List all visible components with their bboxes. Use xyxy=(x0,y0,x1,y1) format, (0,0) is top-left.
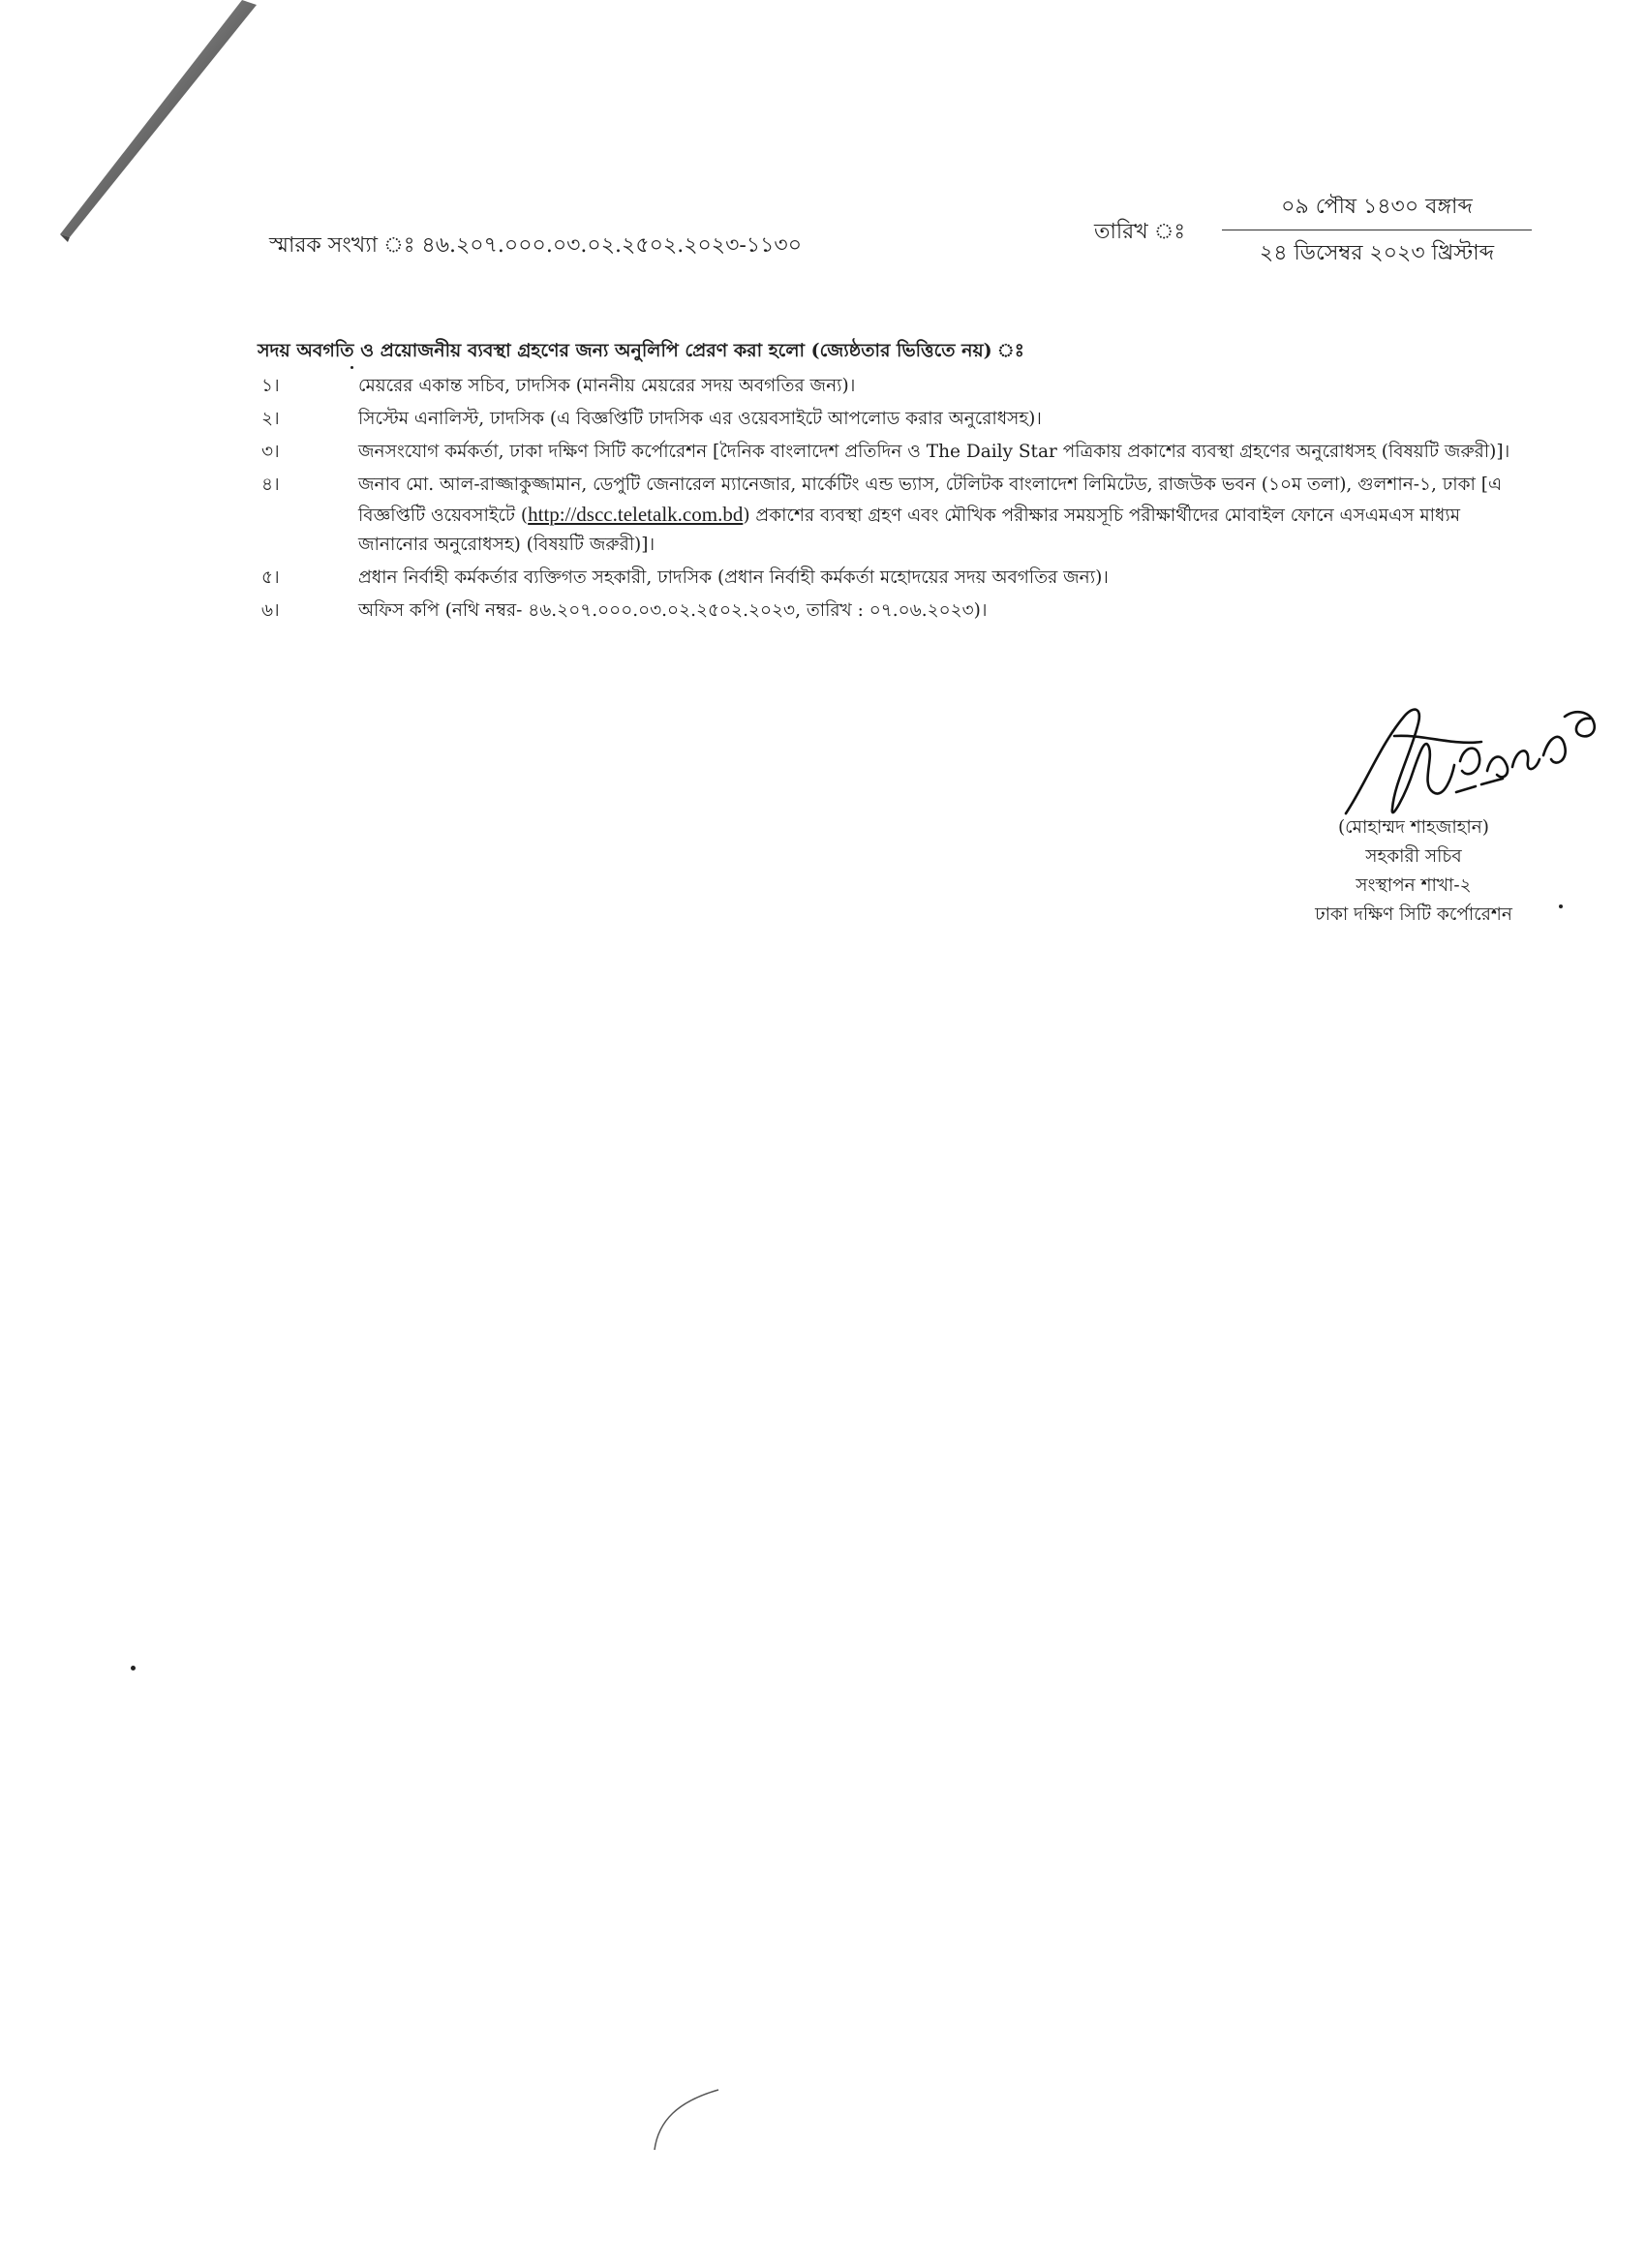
scan-dot xyxy=(1559,904,1563,908)
distribution-heading: সদয় অবগতি ও প্রয়োজনীয় ব্যবস্থা গ্রহণের জন্য অনুলিপি প্রেরণ করা হলো (জ্যেষ্ঠতার ভিত্তিতে নয়) ঃ xyxy=(258,340,1024,361)
signatory-block xyxy=(1259,813,1569,930)
signatory-designation: সহকারী সচিব xyxy=(1365,846,1462,867)
item-number: ৬। xyxy=(261,600,280,621)
scan-dot xyxy=(131,1666,136,1670)
folded-corner-shadow xyxy=(0,0,290,252)
item-text: অফিস কপি (নথি নম্বর- ৪৬.২০৭.০০০.০৩.০২.২৫০২.২০২৩, তারিখ : ০৭.০৬.২০২৩)। xyxy=(358,600,988,621)
item-number: ২। xyxy=(261,409,280,429)
item-number: ১। xyxy=(261,376,280,396)
item-text: জনসংযোগ কর্মকর্তা, ঢাকা দক্ষিণ সিটি কর্পোরেশন [দৈনিক বাংলাদেশ প্রতিদিন ও The Daily Star পত্রিকায় প্রকাশের ব্যবস্থা গ্রহণের অনুরোধসহ (বিষয়টি জরুরী)]। xyxy=(358,442,1510,462)
handwritten-signature xyxy=(1336,678,1607,823)
item-text: মেয়রের একান্ত সচিব, ঢাদসিক (মাননীয় মেয়রের সদয় অবগতির জন্য)। xyxy=(358,376,856,396)
date-bangla: ০৯ পৌষ ১৪৩০ বঙ্গাব্দ xyxy=(1222,190,1532,230)
teletalk-website-link[interactable]: http://dscc.teletalk.com.bd xyxy=(528,503,744,526)
scan-dot xyxy=(351,366,353,369)
scan-pen-stroke xyxy=(649,2082,726,2160)
item-number: ৪। xyxy=(261,475,280,495)
memo-number: স্মারক সংখ্যা ঃ ৪৬.২০৭.০০০.০৩.০২.২৫০২.২০২৩-১১৩০ xyxy=(269,233,803,258)
item-text-after-link: ) প্রকাশের ব্যবস্থা গ্রহণ এবং মৌখিক পরীক্ষার সময়সূচি পরীক্ষার্থীদের মোবাইল ফোনে এসএমএস মাধ্যম জানানোর অনুরোধসহ) (বিষয়টি জরুরী)]। xyxy=(358,506,1460,555)
item-text-before-link: জনাব মো. আল-রাজ্জাকুজ্জামান, ডেপুটি জেনারেল ম্যানেজার, মার্কেটিং এন্ড ভ্যাস, টেলিটক বাংলাদেশ লিমিটেড, রাজউক ভবন (১০ম তলা), গুলশান-১, ঢাকা [এ বিজ্ঞপ্তিটি ওয়েবসাইটে ( xyxy=(358,475,1503,526)
item-number: ৫। xyxy=(261,567,280,588)
date-gregorian: ২৪ ডিসেম্বর ২০২৩ খ্রিস্টাব্দ xyxy=(1259,241,1495,265)
signatory-organization: ঢাকা দক্ষিণ সিটি কর্পোরেশন xyxy=(1315,904,1512,925)
signatory-name: (মোহাম্মদ শাহজাহান) xyxy=(1337,817,1490,838)
distribution-item-5 xyxy=(261,564,1520,593)
signatory-section: সংস্থাপন শাখা-২ xyxy=(1356,875,1472,896)
item-number: ৩। xyxy=(261,442,280,462)
distribution-item-6 xyxy=(261,597,1520,626)
date-block xyxy=(1222,190,1532,272)
date-label: তারিখ ঃ xyxy=(1094,220,1186,244)
item-text-with-link xyxy=(358,471,1520,560)
distribution-item-1 xyxy=(261,372,1520,401)
distribution-list xyxy=(261,372,1520,629)
item-text: সিস্টেম এনালিস্ট, ঢাদসিক (এ বিজ্ঞপ্তিটি ঢাদসিক এর ওয়েবসাইটে আপলোড করার অনুরোধসহ)। xyxy=(358,409,1042,429)
distribution-item-2 xyxy=(261,405,1520,434)
distribution-item-4 xyxy=(261,471,1520,560)
distribution-item-3 xyxy=(261,438,1520,467)
item-text: প্রধান নির্বাহী কর্মকর্তার ব্যক্তিগত সহকারী, ঢাদসিক (প্রধান নির্বাহী কর্মকর্তা মহোদয়ের সদয় অবগতির জন্য)। xyxy=(358,567,1109,588)
